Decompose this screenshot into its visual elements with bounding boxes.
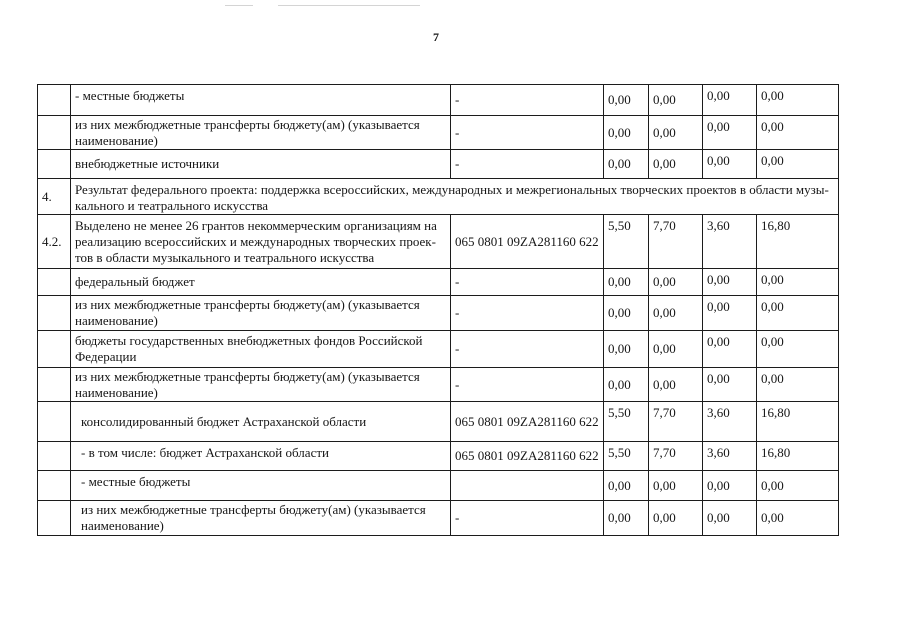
value-cell-1: 5,50	[604, 442, 649, 471]
row-number-cell	[38, 442, 71, 471]
value-cell-4: 16,80	[757, 402, 839, 442]
table-row	[38, 442, 839, 471]
value-cell-1: 0,00	[604, 501, 649, 536]
row-number-cell	[38, 116, 71, 150]
budget-code-cell: 065 0801 09ZA281160 622	[451, 402, 604, 442]
table-row	[38, 331, 839, 368]
indicator-name-line: тов в области музыкального и театрального искусства	[75, 250, 375, 265]
indicator-name-line: консолидированный бюджет Астраханской области	[81, 413, 367, 429]
indicator-name-line: из них межбюджетные трансферты бюджету(ам) (указывается	[75, 368, 420, 384]
indicator-name-cell	[71, 296, 451, 331]
page-number: 7	[433, 30, 439, 44]
indicator-name-cell	[71, 269, 451, 296]
value-cell-1: 0,00	[604, 116, 649, 150]
row-number-cell	[38, 331, 71, 368]
budget-code-cell: -	[451, 501, 604, 536]
value-cell-4: 0,00	[757, 331, 839, 368]
row-number-cell	[38, 501, 71, 536]
value-cell-3: 0,00	[703, 331, 757, 368]
value-cell-3: 3,60	[703, 402, 757, 442]
value-cell-3: 0,00	[703, 501, 757, 536]
indicator-name-line: федеральный бюджет	[75, 274, 195, 289]
indicator-name-cell	[71, 85, 451, 116]
value-cell-2: 7,70	[649, 442, 703, 471]
value-cell-3: 3,60	[703, 215, 757, 269]
indicator-name-line: внебюджетные источники	[75, 156, 220, 171]
value-cell-1: 0,00	[604, 471, 649, 501]
budget-code-cell: -	[451, 150, 604, 179]
value-cell-2: 0,00	[649, 150, 703, 179]
value-cell-4: 16,80	[757, 215, 839, 269]
scan-artifact-line	[225, 5, 253, 6]
indicator-name-line: Выделено не менее 26 грантов некоммерческим организациям на	[75, 218, 437, 233]
value-cell-4: 0,00	[757, 116, 839, 150]
value-cell-2: 0,00	[649, 368, 703, 402]
budget-code-cell: 065 0801 09ZA281160 622	[451, 215, 604, 269]
table-row	[38, 501, 839, 536]
value-cell-4: 0,00	[757, 150, 839, 179]
value-cell-1: 0,00	[604, 150, 649, 179]
table-row	[38, 402, 839, 442]
row-number-cell	[38, 85, 71, 116]
table-row	[38, 150, 839, 179]
value-cell-4: 0,00	[757, 471, 839, 501]
indicator-name-cell	[71, 116, 451, 150]
row-number-cell: 4.2.	[38, 215, 71, 269]
value-cell-4: 0,00	[757, 269, 839, 296]
value-cell-4: 0,00	[757, 85, 839, 116]
row-number-cell	[38, 150, 71, 179]
indicator-name-cell	[71, 368, 451, 402]
budget-code-cell: -	[451, 116, 604, 150]
value-cell-1: 0,00	[604, 368, 649, 402]
value-cell-2: 7,70	[649, 402, 703, 442]
value-cell-3: 0,00	[703, 85, 757, 116]
budget-code-cell	[451, 471, 604, 501]
value-cell-2: 0,00	[649, 116, 703, 150]
value-cell-1: 0,00	[604, 296, 649, 331]
value-cell-2: 0,00	[649, 85, 703, 116]
indicator-name-line: - в том числе: бюджет Астраханской области	[81, 445, 329, 460]
budget-code-cell: -	[451, 296, 604, 331]
indicator-name-line: наименование)	[75, 132, 158, 148]
value-cell-3: 0,00	[703, 471, 757, 501]
indicator-name-line: наименование)	[81, 518, 164, 533]
value-cell-2: 0,00	[649, 501, 703, 536]
indicator-name-line: Федерации	[75, 349, 137, 364]
budget-code-cell: 065 0801 09ZA281160 622	[451, 442, 604, 471]
value-cell-1: 5,50	[604, 215, 649, 269]
value-cell-4: 0,00	[757, 296, 839, 331]
table-row	[38, 471, 839, 501]
table-row	[38, 296, 839, 331]
indicator-name-line: реализацию всероссийских и международных творческих проек-	[75, 234, 436, 249]
value-cell-3: 0,00	[703, 150, 757, 179]
value-cell-3: 0,00	[703, 116, 757, 150]
indicator-name-cell	[71, 442, 451, 471]
row-number-cell	[38, 269, 71, 296]
section-title-line: кального и театрального искусства	[75, 198, 269, 213]
value-cell-2: 0,00	[649, 296, 703, 331]
value-cell-2: 0,00	[649, 471, 703, 501]
value-cell-2: 0,00	[649, 269, 703, 296]
row-number-cell	[38, 368, 71, 402]
value-cell-4: 0,00	[757, 501, 839, 536]
value-cell-1: 0,00	[604, 331, 649, 368]
indicator-name-cell	[71, 471, 451, 501]
indicator-name-line: из них межбюджетные трансферты бюджету(ам) (указывается	[75, 116, 420, 132]
indicator-name-line: бюджеты государственных внебюджетных фондов Российской	[75, 333, 423, 348]
value-cell-3: 3,60	[703, 442, 757, 471]
value-cell-2: 7,70	[649, 215, 703, 269]
value-cell-3: 0,00	[703, 269, 757, 296]
indicator-name-line: наименование)	[75, 313, 158, 328]
row-number-cell	[38, 471, 71, 501]
row-number-cell: 4.	[38, 179, 71, 215]
value-cell-4: 16,80	[757, 442, 839, 471]
value-cell-3: 0,00	[703, 296, 757, 331]
row-number-cell	[38, 402, 71, 442]
table-row	[38, 368, 839, 402]
budget-code-cell: -	[451, 368, 604, 402]
scan-artifact-line	[278, 5, 420, 6]
budget-table	[37, 84, 839, 536]
table-row	[38, 116, 839, 150]
section-header-row	[38, 179, 839, 215]
value-cell-1: 0,00	[604, 85, 649, 116]
row-number-cell	[38, 296, 71, 331]
indicator-name-cell	[71, 331, 451, 368]
indicator-name-line: - местные бюджеты	[75, 88, 185, 103]
budget-code-cell: -	[451, 85, 604, 116]
indicator-name-line: из них межбюджетные трансферты бюджету(ам) (указывается	[75, 297, 420, 312]
indicator-name-line: наименование)	[75, 384, 158, 400]
indicator-name-line: из них межбюджетные трансферты бюджету(ам) (указывается	[81, 502, 426, 517]
value-cell-2: 0,00	[649, 331, 703, 368]
table-row	[38, 215, 839, 269]
value-cell-1: 0,00	[604, 269, 649, 296]
section-title-cell	[71, 179, 839, 215]
value-cell-4: 0,00	[757, 368, 839, 402]
budget-code-cell: -	[451, 331, 604, 368]
section-title-line: Результат федерального проекта: поддержка всероссийских, международных и межрегиональных творческих проектов в области музы-	[75, 182, 829, 197]
indicator-name-cell	[71, 501, 451, 536]
indicator-name-line: - местные бюджеты	[81, 474, 191, 489]
indicator-name-cell	[71, 150, 451, 179]
value-cell-3: 0,00	[703, 368, 757, 402]
table-row	[38, 269, 839, 296]
value-cell-1: 5,50	[604, 402, 649, 442]
indicator-name-cell	[71, 402, 451, 442]
table-row	[38, 85, 839, 116]
indicator-name-cell	[71, 215, 451, 269]
budget-code-cell: -	[451, 269, 604, 296]
